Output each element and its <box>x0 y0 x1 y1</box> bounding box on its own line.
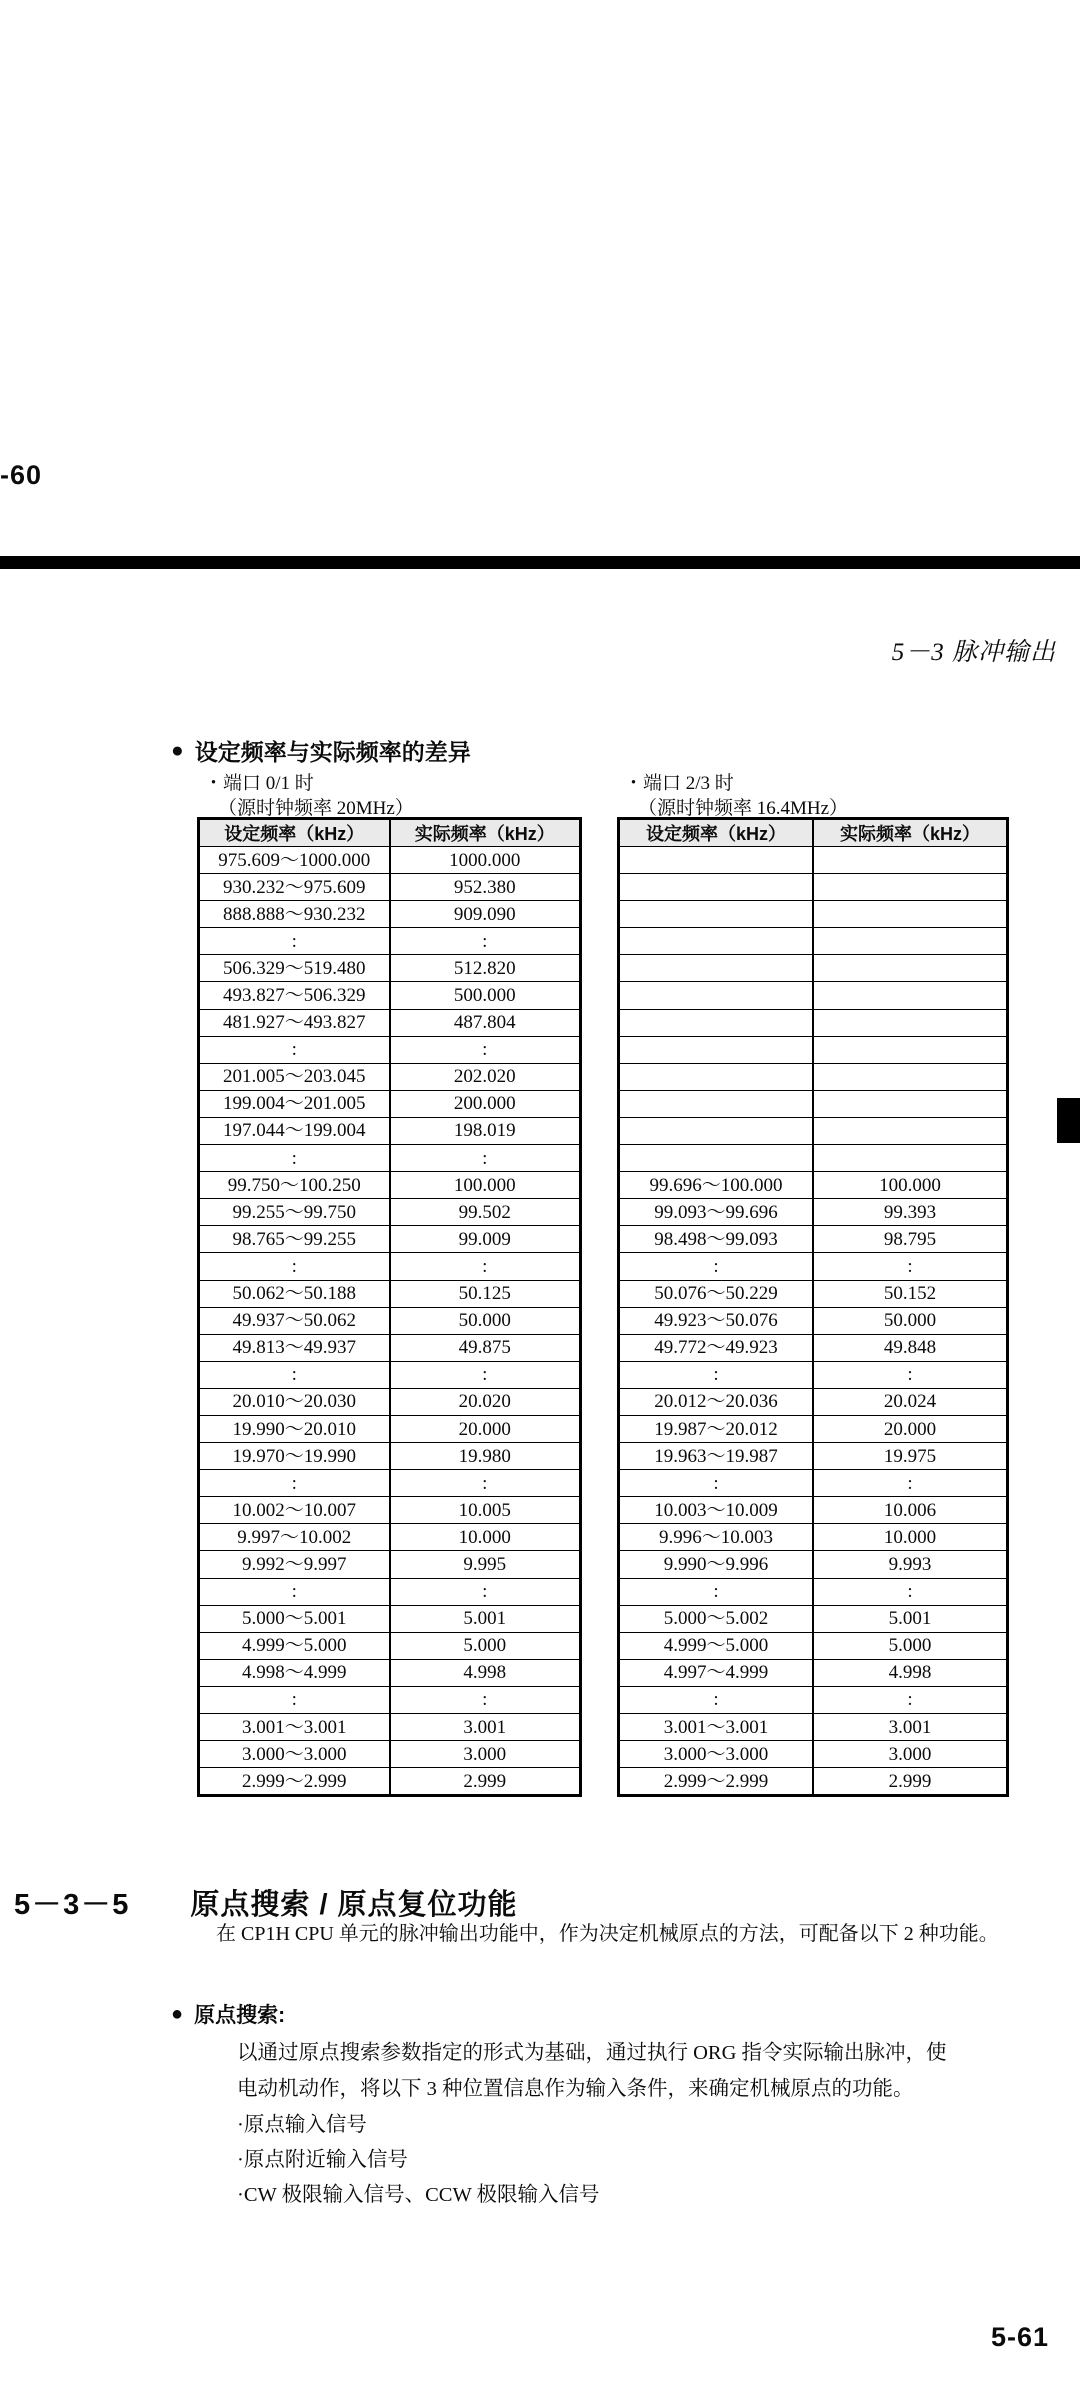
table-cell: 10.003～10.009 <box>619 1497 814 1524</box>
table-row <box>619 1768 1008 1796</box>
table-cell: 50.000 <box>813 1307 1008 1334</box>
table-cell: 4.999～5.000 <box>199 1632 390 1659</box>
table-row <box>619 1280 1008 1307</box>
table-cell <box>619 955 814 982</box>
table-cell: 201.005～203.045 <box>199 1063 390 1090</box>
table-row <box>199 1768 581 1796</box>
table-row <box>199 1145 581 1172</box>
frequency-section-title-label: 设定频率与实际频率的差异 <box>194 739 471 765</box>
table-cell: : <box>619 1686 814 1713</box>
table-row <box>199 1415 581 1442</box>
table-cell: 3.001 <box>813 1714 1008 1741</box>
table-row <box>619 1253 1008 1280</box>
table-row <box>199 1605 581 1632</box>
set-frequency-header: 设定频率（kHz） <box>619 819 814 847</box>
table-cell: 20.000 <box>390 1415 581 1442</box>
table-header-row <box>619 819 1008 847</box>
table-cell: 888.888～930.232 <box>199 901 390 928</box>
table-cell: 2.999 <box>390 1768 581 1796</box>
table-cell <box>813 847 1008 874</box>
table-cell: 5.000 <box>390 1632 581 1659</box>
table-cell: : <box>619 1578 814 1605</box>
table-cell: 100.000 <box>390 1172 581 1199</box>
table-cell: 99.255～99.750 <box>199 1199 390 1226</box>
table-cell <box>619 1090 814 1117</box>
table-cell <box>619 1009 814 1036</box>
table-cell <box>619 928 814 955</box>
table-cell: 4.998 <box>813 1659 1008 1686</box>
table-cell: 3.000～3.000 <box>619 1741 814 1768</box>
table-header-row <box>199 819 581 847</box>
table-cell: 930.232～975.609 <box>199 874 390 901</box>
table-cell: : <box>390 1686 581 1713</box>
table-cell: 487.804 <box>390 1009 581 1036</box>
table-row <box>199 982 581 1009</box>
table-cell: 200.000 <box>390 1090 581 1117</box>
table-row <box>619 982 1008 1009</box>
origin-signal-item: ·原点附近输入信号 <box>237 2149 408 2171</box>
table-cell: : <box>619 1361 814 1388</box>
origin-signal-item: ·CW 极限输入信号、CCW 极限输入信号 <box>237 2184 600 2206</box>
set-frequency-header: 设定频率（kHz） <box>199 819 390 847</box>
table-cell: : <box>813 1361 1008 1388</box>
actual-frequency-header: 实际频率（kHz） <box>813 819 1008 847</box>
table-cell: 202.020 <box>390 1063 581 1090</box>
table-row <box>199 1036 581 1063</box>
port-01-label: ・端口 0/1 时 <box>204 773 314 794</box>
table-cell: 3.001 <box>390 1714 581 1741</box>
table-cell: : <box>199 928 390 955</box>
table-row <box>619 1307 1008 1334</box>
table-row <box>199 1578 581 1605</box>
table-row <box>199 1686 581 1713</box>
table-row <box>199 847 581 874</box>
actual-frequency-header: 实际频率（kHz） <box>390 819 581 847</box>
table-cell: 1000.000 <box>390 847 581 874</box>
table-cell: 19.980 <box>390 1443 581 1470</box>
table-cell: 99.750～100.250 <box>199 1172 390 1199</box>
table-row <box>199 1714 581 1741</box>
table-cell: : <box>390 1361 581 1388</box>
table-row <box>619 1632 1008 1659</box>
intro-paragraph: 在 CP1H CPU 单元的脉冲输出功能中，作为决定机械原点的方法，可配备以下 2 种功能。 <box>216 1923 999 1945</box>
table-cell <box>813 955 1008 982</box>
table-row <box>619 928 1008 955</box>
origin-search-paragraph-line: 电动机动作，将以下 3 种位置信息作为输入条件，来确定机械原点的功能。 <box>237 2078 914 2100</box>
table-cell: 99.093～99.696 <box>619 1199 814 1226</box>
table-row <box>199 1632 581 1659</box>
table-cell: 5.001 <box>813 1605 1008 1632</box>
table-row <box>619 1361 1008 1388</box>
table-cell: 98.795 <box>813 1226 1008 1253</box>
table-row <box>199 1226 581 1253</box>
table-cell <box>619 1145 814 1172</box>
table-row <box>199 1280 581 1307</box>
table-row <box>619 847 1008 874</box>
table-row <box>619 1497 1008 1524</box>
frequency-section-title <box>171 734 471 767</box>
table-cell: 2.999～2.999 <box>619 1768 814 1796</box>
table-cell: 3.000 <box>813 1741 1008 1768</box>
table-cell: 9.995 <box>390 1551 581 1578</box>
table-cell: 2.999～2.999 <box>199 1768 390 1796</box>
divider-bar <box>0 556 1080 569</box>
table-cell: 9.993 <box>813 1551 1008 1578</box>
table-row <box>619 1524 1008 1551</box>
table-cell: 50.000 <box>390 1307 581 1334</box>
table-row <box>199 1497 581 1524</box>
table-cell: : <box>813 1578 1008 1605</box>
table-cell <box>813 1117 1008 1144</box>
table-row <box>619 1551 1008 1578</box>
table-cell: 481.927～493.827 <box>199 1009 390 1036</box>
table-cell: 199.004～201.005 <box>199 1090 390 1117</box>
table-cell: 5.000～5.001 <box>199 1605 390 1632</box>
table-cell <box>813 874 1008 901</box>
table-cell: 19.987～20.012 <box>619 1415 814 1442</box>
table-row <box>619 1117 1008 1144</box>
table-cell: 10.000 <box>813 1524 1008 1551</box>
table-cell: 100.000 <box>813 1172 1008 1199</box>
table-cell: 975.609～1000.000 <box>199 847 390 874</box>
table-cell: 50.125 <box>390 1280 581 1307</box>
table-cell: 2.999 <box>813 1768 1008 1796</box>
table-row <box>619 1578 1008 1605</box>
table-cell: 5.000～5.002 <box>619 1605 814 1632</box>
table-cell: 197.044～199.004 <box>199 1117 390 1144</box>
table-row <box>619 1090 1008 1117</box>
table-cell: 9.997～10.002 <box>199 1524 390 1551</box>
table-row <box>619 1199 1008 1226</box>
table-cell: 50.062～50.188 <box>199 1280 390 1307</box>
table-row <box>619 1388 1008 1415</box>
table-cell: : <box>619 1470 814 1497</box>
frequency-table-port01 <box>197 817 582 1797</box>
table-row <box>199 901 581 928</box>
table-cell <box>813 1090 1008 1117</box>
table-cell: : <box>390 1578 581 1605</box>
table-cell: : <box>813 1686 1008 1713</box>
table-cell: 10.005 <box>390 1497 581 1524</box>
table-cell: 19.975 <box>813 1443 1008 1470</box>
table-row <box>199 1524 581 1551</box>
table-cell: 4.997～4.999 <box>619 1659 814 1686</box>
table-row <box>199 1388 581 1415</box>
table-cell: 98.765～99.255 <box>199 1226 390 1253</box>
bullet-icon: ● <box>171 739 184 762</box>
table-cell: 20.020 <box>390 1388 581 1415</box>
table-cell: : <box>390 1036 581 1063</box>
table-cell: 99.009 <box>390 1226 581 1253</box>
table-cell: 5.001 <box>390 1605 581 1632</box>
table-row <box>619 1036 1008 1063</box>
origin-search-body <box>237 2038 947 2215</box>
table-row <box>619 1063 1008 1090</box>
clock-164mhz-label: （源时钟频率 16.4MHz） <box>638 798 849 819</box>
table-row <box>619 1470 1008 1497</box>
table-cell <box>813 1036 1008 1063</box>
table-cell: 49.848 <box>813 1334 1008 1361</box>
table-row <box>199 1307 581 1334</box>
table-cell <box>619 847 814 874</box>
table-cell: : <box>199 1470 390 1497</box>
table-cell: : <box>390 928 581 955</box>
table-cell <box>619 1117 814 1144</box>
table-cell: 49.813～49.937 <box>199 1334 390 1361</box>
table-cell: 20.000 <box>813 1415 1008 1442</box>
table-row <box>619 874 1008 901</box>
table-cell: 49.772～49.923 <box>619 1334 814 1361</box>
table-row <box>199 928 581 955</box>
table-cell: 50.076～50.229 <box>619 1280 814 1307</box>
table-row <box>199 1172 581 1199</box>
table-cell: 5.000 <box>813 1632 1008 1659</box>
table-cell: 4.998～4.999 <box>199 1659 390 1686</box>
table-cell: 49.937～50.062 <box>199 1307 390 1334</box>
table-cell: 493.827～506.329 <box>199 982 390 1009</box>
table-row <box>619 1334 1008 1361</box>
table-cell: 9.990～9.996 <box>619 1551 814 1578</box>
table-row <box>199 1117 581 1144</box>
table-cell <box>813 982 1008 1009</box>
table-cell: : <box>619 1253 814 1280</box>
table-row <box>619 1226 1008 1253</box>
table-cell: : <box>199 1253 390 1280</box>
page-edge-tab-marker <box>1057 1098 1080 1143</box>
table-cell: 10.006 <box>813 1497 1008 1524</box>
top-page-number: -60 <box>0 460 43 490</box>
table-row <box>199 1334 581 1361</box>
table-cell: 4.998 <box>390 1659 581 1686</box>
table-cell: 20.024 <box>813 1388 1008 1415</box>
table-row <box>199 1741 581 1768</box>
table-cell: 4.999～5.000 <box>619 1632 814 1659</box>
table-cell: 49.875 <box>390 1334 581 1361</box>
table-cell: : <box>813 1253 1008 1280</box>
table-cell: 19.990～20.010 <box>199 1415 390 1442</box>
footer-page-number: 5-61 <box>991 2322 1050 2352</box>
table-row <box>199 1199 581 1226</box>
table-cell: 99.393 <box>813 1199 1008 1226</box>
table-cell: 909.090 <box>390 901 581 928</box>
table-cell: : <box>199 1361 390 1388</box>
table-cell <box>619 901 814 928</box>
table-cell: 20.010～20.030 <box>199 1388 390 1415</box>
clock-20mhz-label: （源时钟频率 20MHz） <box>218 798 414 819</box>
origin-search-paragraph-line: 以通过原点搜索参数指定的形式为基础，通过执行 ORG 指令实际输出脉冲，使 <box>237 2042 947 2064</box>
table-row <box>619 901 1008 928</box>
section-number: 5－3－5 <box>14 1889 131 1921</box>
table-cell <box>619 874 814 901</box>
table-cell: 10.002～10.007 <box>199 1497 390 1524</box>
table-cell: : <box>813 1470 1008 1497</box>
table-cell: 3.001～3.001 <box>619 1714 814 1741</box>
table-row <box>199 1361 581 1388</box>
table-cell: 98.498～99.093 <box>619 1226 814 1253</box>
table-cell: : <box>199 1578 390 1605</box>
port-23-label: ・端口 2/3 时 <box>624 773 734 794</box>
bullet-icon: ● <box>171 2003 184 2025</box>
origin-search-heading <box>171 1999 285 2029</box>
table-cell: 99.502 <box>390 1199 581 1226</box>
table-row <box>199 1063 581 1090</box>
table-cell <box>813 1145 1008 1172</box>
table-cell: 10.000 <box>390 1524 581 1551</box>
table-cell: 3.000～3.000 <box>199 1741 390 1768</box>
frequency-table-port23 <box>617 817 1009 1797</box>
table-row <box>619 955 1008 982</box>
table-cell: : <box>390 1253 581 1280</box>
table-row <box>619 1686 1008 1713</box>
table-row <box>619 1659 1008 1686</box>
table-cell: 506.329～519.480 <box>199 955 390 982</box>
table-cell <box>619 1063 814 1090</box>
table-row <box>619 1172 1008 1199</box>
table-row <box>199 1009 581 1036</box>
origin-signal-item: ·原点输入信号 <box>237 2114 367 2136</box>
table-cell <box>813 1009 1008 1036</box>
table-cell: 512.820 <box>390 955 581 982</box>
table-row <box>199 1659 581 1686</box>
table-cell: 198.019 <box>390 1117 581 1144</box>
table-row <box>619 1443 1008 1470</box>
table-row <box>619 1741 1008 1768</box>
table-cell: 3.001～3.001 <box>199 1714 390 1741</box>
table-row <box>199 1551 581 1578</box>
table-cell: : <box>199 1145 390 1172</box>
table-cell: 9.996～10.003 <box>619 1524 814 1551</box>
origin-search-label: 原点搜索: <box>194 2004 286 2027</box>
table-row <box>619 1415 1008 1442</box>
table-cell: 3.000 <box>390 1741 581 1768</box>
table-cell: 19.963～19.987 <box>619 1443 814 1470</box>
table-cell: 500.000 <box>390 982 581 1009</box>
table-row <box>619 1009 1008 1036</box>
table-cell: 19.970～19.990 <box>199 1443 390 1470</box>
table-cell: : <box>390 1470 581 1497</box>
table-row <box>199 874 581 901</box>
table-cell: 99.696～100.000 <box>619 1172 814 1199</box>
table-cell: 9.992～9.997 <box>199 1551 390 1578</box>
table-cell <box>813 1063 1008 1090</box>
table-row <box>199 1443 581 1470</box>
table-cell: 50.152 <box>813 1280 1008 1307</box>
table-row <box>619 1145 1008 1172</box>
table-row <box>619 1605 1008 1632</box>
table-cell: : <box>390 1145 581 1172</box>
table-cell <box>813 901 1008 928</box>
table-cell: : <box>199 1686 390 1713</box>
table-row <box>199 1470 581 1497</box>
running-header: 5－3 脉冲输出 <box>891 639 1056 666</box>
table-cell <box>813 928 1008 955</box>
table-cell: 20.012～20.036 <box>619 1388 814 1415</box>
table-row <box>199 1090 581 1117</box>
table-row <box>199 1253 581 1280</box>
table-cell: 49.923～50.076 <box>619 1307 814 1334</box>
section-title: 原点搜索 / 原点复位功能 <box>190 1889 518 1921</box>
table-cell: : <box>199 1036 390 1063</box>
table-row <box>199 955 581 982</box>
table-cell <box>619 982 814 1009</box>
table-cell: 952.380 <box>390 874 581 901</box>
table-cell <box>619 1036 814 1063</box>
table-row <box>619 1714 1008 1741</box>
